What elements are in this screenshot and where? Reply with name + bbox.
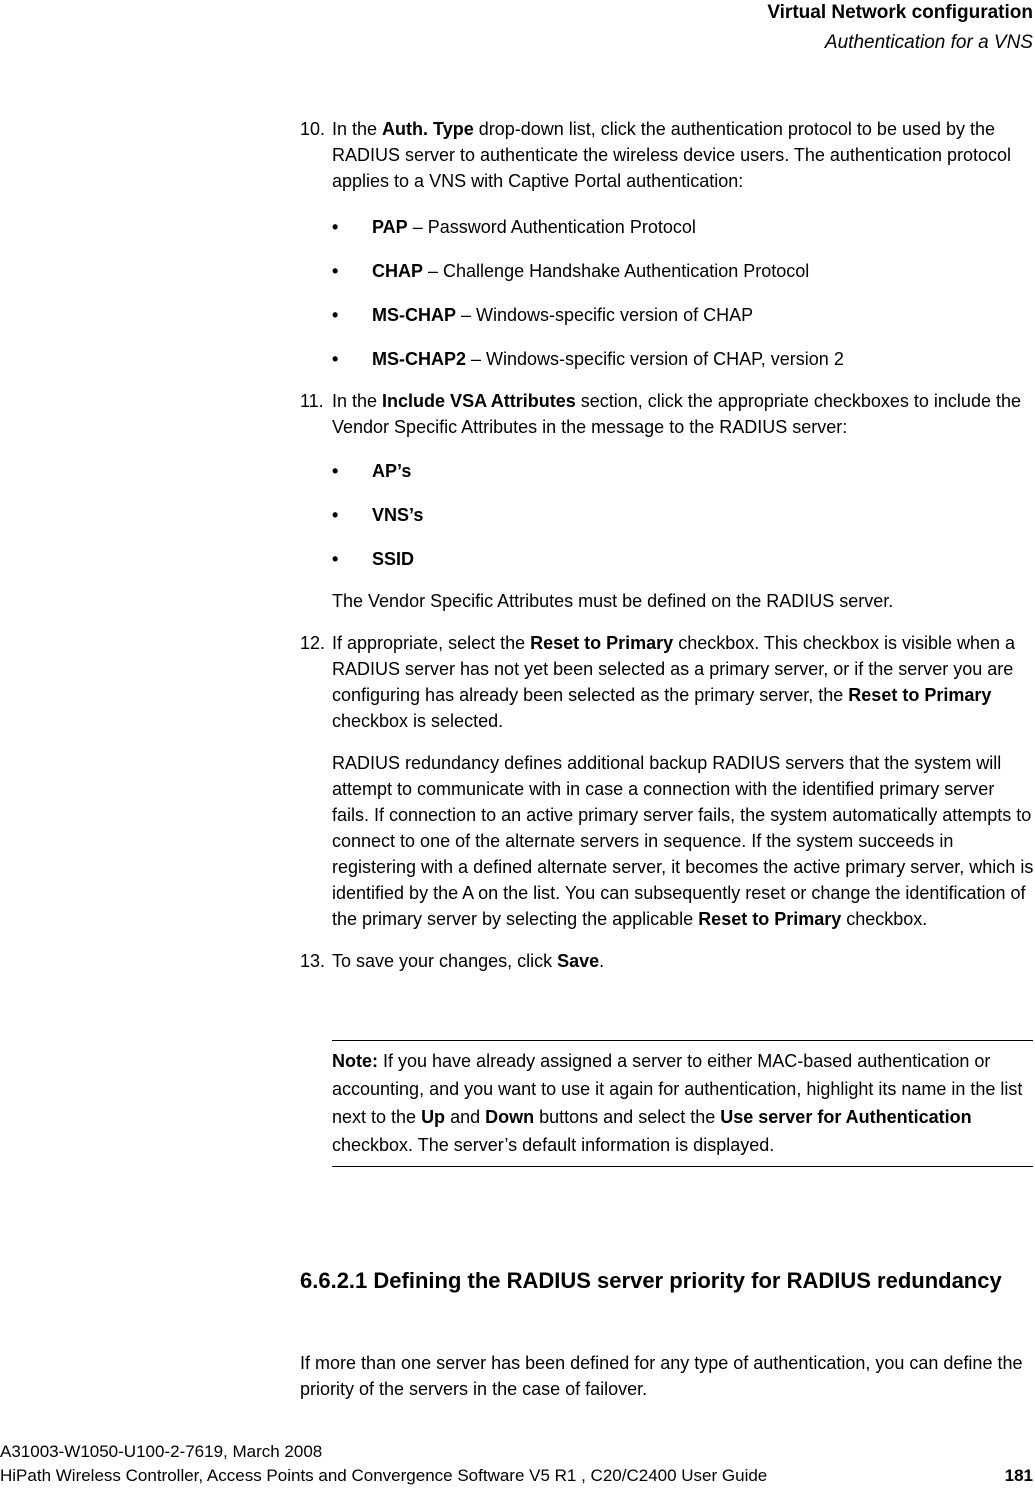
step-12 [300, 630, 1035, 932]
step-text: If appropriate, select the Reset to Primary checkbox. This checkbox is visible when a RADIUS server has not yet been selected as a primary server, or if the server you are configuring has already been selected as the primary server, the Reset to Primary checkbox is selected. [332, 633, 1016, 731]
step-number: 11. [300, 391, 324, 411]
step-text: In the Auth. Type drop-down list, click the authentication protocol to be used by the RADIUS server to authenticate the wireless device users. The authentication protocol applies to a VNS with Captive Portal authentication: [332, 119, 1012, 191]
step-text: To save your changes, click Save. [332, 951, 605, 971]
section-title: Authentication for a VNS [824, 32, 1033, 53]
list-item: • SSID [332, 549, 415, 569]
chapter-title: Virtual Network configuration [767, 2, 1033, 23]
page-header [767, 0, 1033, 55]
page-footer [0, 1440, 1035, 1488]
step-number: 10. [300, 119, 326, 139]
list-item: • MS-CHAP – Windows-specific version of CHAP [332, 305, 754, 325]
step-10 [300, 116, 1035, 372]
list-item: • VNS’s [332, 505, 424, 525]
step-number: 12. [300, 633, 326, 653]
note-box: Note: If you have already assigned a server to either MAC-based authentication or accounting, and you want to use it again for authentication, highlight its name in the list next to the Up and Down buttons and select the Use server for Authentication checkbox. The server’s default information is displayed. [332, 1040, 1033, 1167]
page-number: 181 [1004, 1466, 1033, 1485]
step-paragraph: RADIUS redundancy defines additional backup RADIUS servers that the system will attempt to communicate with in case a connection with the identified primary server fails. If connection to an active primary server fails, the system automatically attempts to connect to one of the alternate servers in sequence. If the system succeeds in registering with a defined alternate server, it becomes the active primary server, which is identified by the A on the list. You can subsequently reset or change the identification of the primary server by selecting the applicable Reset to Primary checkbox. [332, 753, 1034, 929]
list-item: • AP’s [332, 461, 412, 481]
step-13 [300, 948, 1035, 974]
list-item: • PAP – Password Authentication Protocol [332, 217, 696, 237]
list-item: • CHAP – Challenge Handshake Authentication Protocol [332, 261, 810, 281]
doc-id: A31003-W1050-U100-2-7619, March 2008 [0, 1442, 323, 1461]
guide-title: HiPath Wireless Controller, Access Points and Convergence Software V5 R1 , C20/C2400 User Guide [0, 1466, 768, 1485]
section-heading: 6.6.2.1 Defining the RADIUS server priority for RADIUS redundancy [300, 1268, 1002, 1293]
main-content [300, 116, 1035, 974]
step-note-text: The Vendor Specific Attributes must be defined on the RADIUS server. [332, 591, 894, 611]
step-text: In the Include VSA Attributes section, click the appropriate checkboxes to include the Vendor Specific Attributes in the message to the RADIUS server: [332, 391, 1021, 437]
step-11 [300, 388, 1035, 614]
list-item: • MS-CHAP2 – Windows-specific version of CHAP, version 2 [332, 349, 844, 369]
section-paragraph: If more than one server has been defined for any type of authentication, you can define the priority of the servers in the case of failover. [300, 1353, 1023, 1399]
note-label: Note: [332, 1051, 378, 1071]
step-number: 13. [300, 951, 326, 971]
